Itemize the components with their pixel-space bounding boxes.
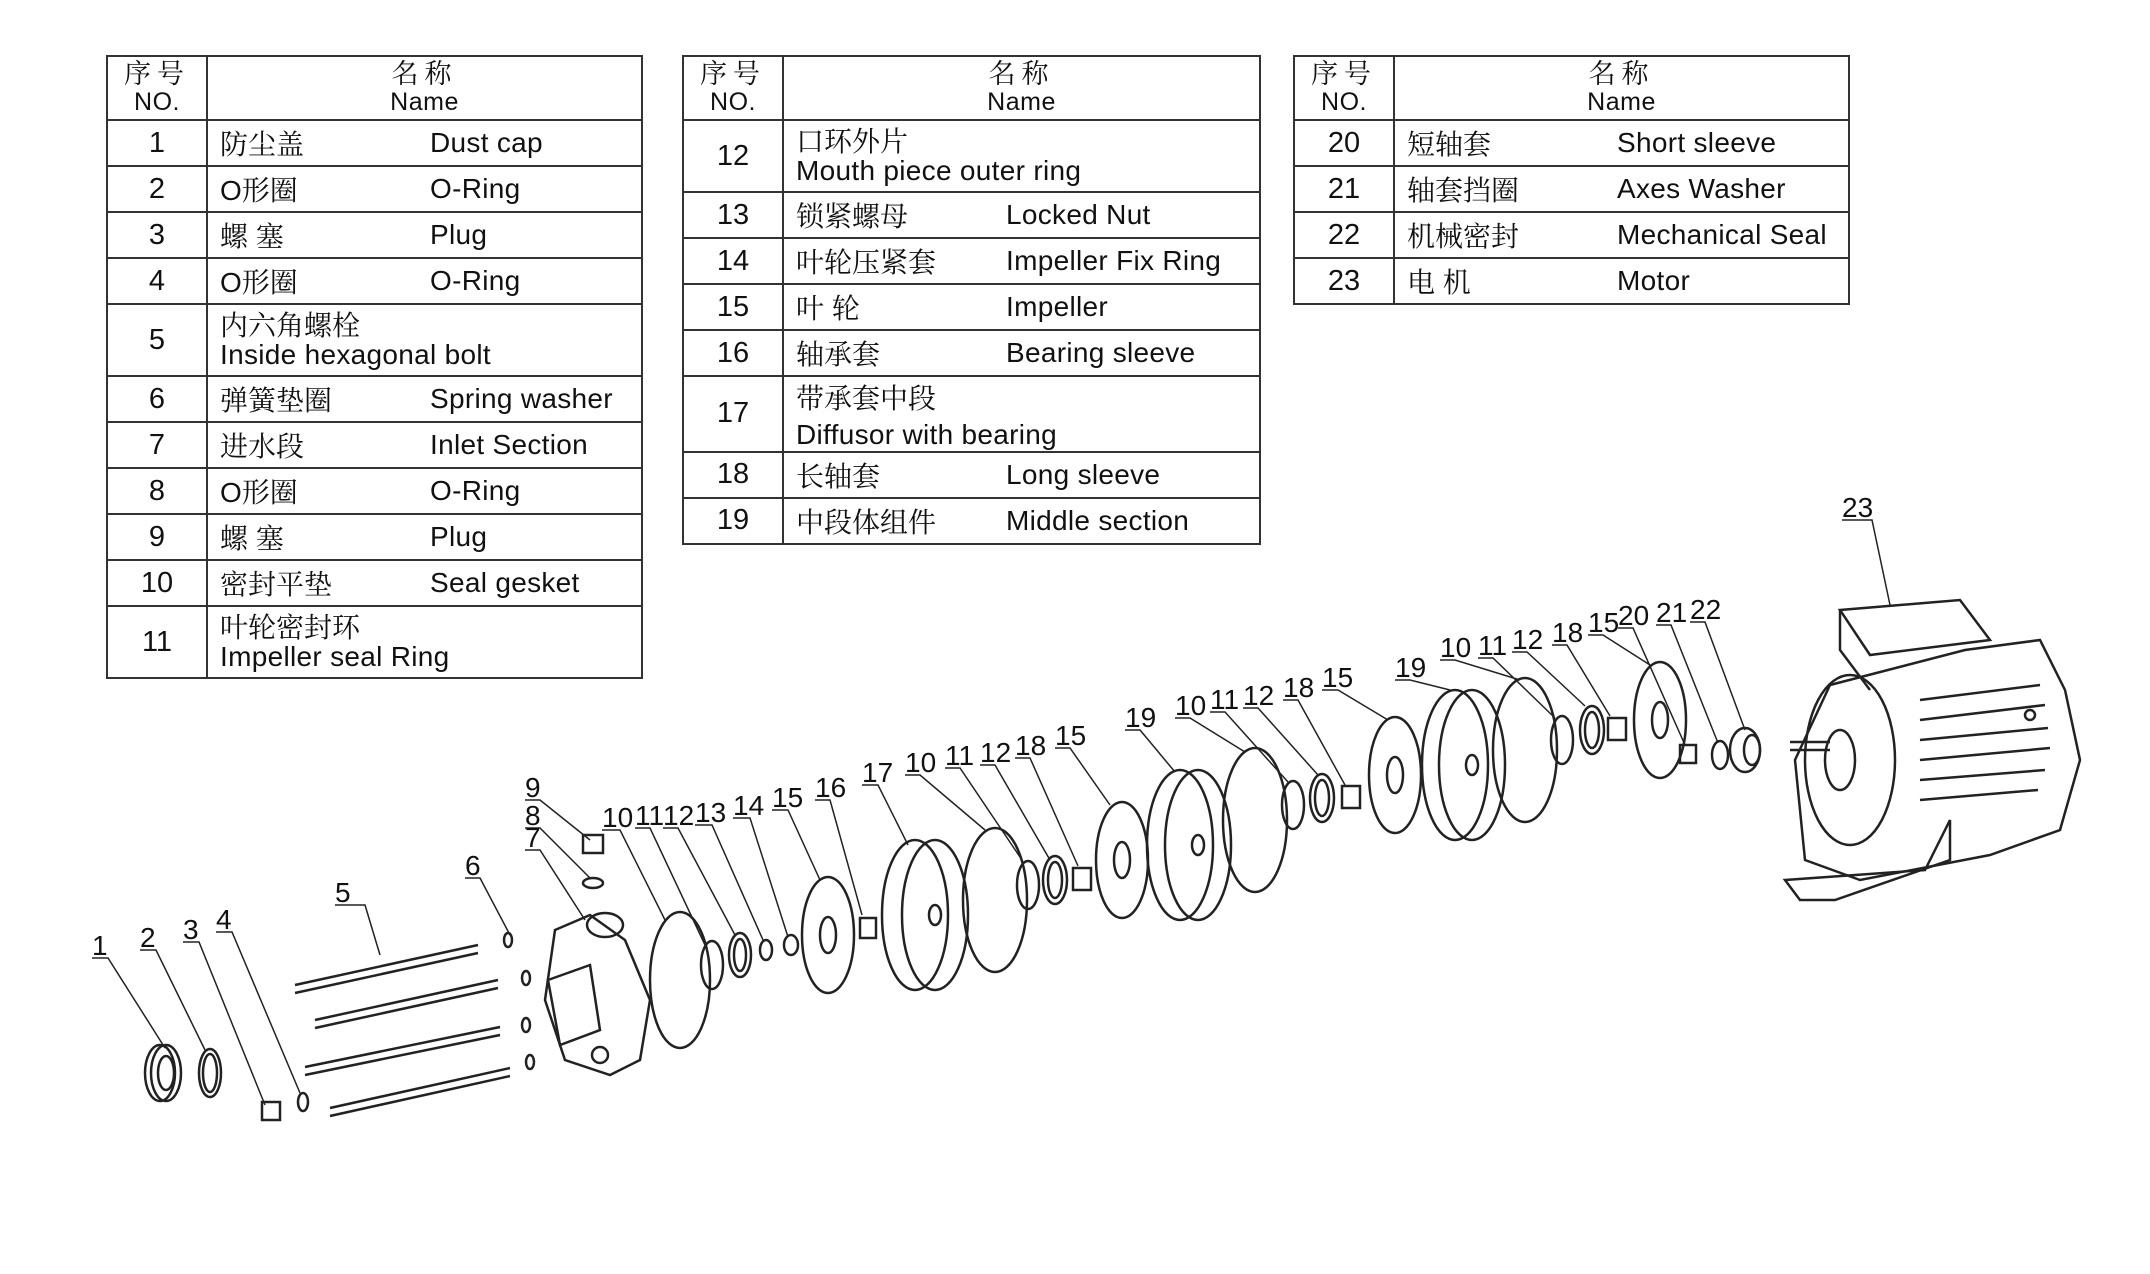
- callout-label: 10: [1440, 632, 1472, 663]
- part-name-cn: 口环外片: [796, 126, 909, 157]
- callout-label: 11: [945, 740, 975, 771]
- part-name-cn: 轴套挡圈: [1407, 175, 1520, 206]
- part-number: 13: [683, 192, 783, 238]
- part-name-cn: 叶轮密封环: [220, 612, 361, 643]
- part-name-en: Plug: [430, 219, 488, 250]
- callout-label: 10: [905, 747, 937, 778]
- part-name-en: Impeller Fix Ring: [1006, 245, 1222, 276]
- part-name-en: Plug: [430, 521, 488, 552]
- part-number: 22: [1294, 212, 1394, 258]
- part-name-cn: 机械密封: [1407, 221, 1520, 252]
- callout-label: 11: [1210, 684, 1240, 715]
- stage-3-parts: [1147, 717, 1421, 920]
- part-name-en: Locked Nut: [1006, 199, 1151, 230]
- part-number: 14: [683, 238, 783, 284]
- part-number: 5: [107, 304, 207, 376]
- part-name-cn: 短轴套: [1407, 129, 1492, 160]
- part-name-en: Long sleeve: [1006, 458, 1161, 490]
- part-number: 15: [683, 284, 783, 330]
- spring-washers-part: [504, 933, 534, 1069]
- part-number: 12: [683, 120, 783, 192]
- callout-label: 15: [772, 782, 804, 813]
- part-name-cn: O形圈: [220, 477, 298, 508]
- part-number: 10: [107, 560, 207, 606]
- callout-label: 7: [525, 822, 541, 853]
- callout-label: 1: [92, 930, 108, 961]
- dust-cap-part: [145, 1045, 181, 1101]
- part-number: 9: [107, 514, 207, 560]
- part-name-cn: 叶 轮: [796, 293, 860, 324]
- stage-1-parts: [650, 877, 876, 1048]
- part-number: 17: [683, 376, 783, 452]
- callout-label: 15: [1588, 607, 1620, 638]
- callout-label: 12: [980, 737, 1012, 768]
- callout-label: 12: [1243, 680, 1275, 711]
- part-number: 1: [107, 120, 207, 166]
- stage-4-parts: [1422, 662, 1760, 840]
- plug-oring-top-part: [583, 835, 603, 888]
- part-name-cn: 螺 塞: [220, 221, 284, 252]
- callout-label: 19: [1125, 702, 1157, 733]
- callout-label: 15: [1055, 720, 1087, 751]
- callout-label: 21: [1656, 597, 1688, 628]
- callout-labels: [92, 492, 1873, 961]
- col-header-no: 序号 NO.: [107, 56, 207, 120]
- callout-label: 10: [1175, 690, 1207, 721]
- col-header-name: 名称 Name: [1394, 56, 1849, 120]
- part-name-en: O-Ring: [430, 475, 521, 506]
- bolts-part: [295, 945, 510, 1116]
- parts-group: [92, 520, 2080, 1120]
- part-name-en: O-Ring: [430, 173, 521, 204]
- o-ring-part: [199, 1049, 221, 1097]
- part-name-en: Motor: [1617, 265, 1691, 296]
- col-header-name: 名称 Name: [783, 56, 1260, 120]
- callout-label: 2: [140, 922, 156, 953]
- callout-label: 4: [216, 904, 232, 935]
- callout-label: 16: [815, 772, 847, 803]
- part-number: 18: [683, 452, 783, 498]
- part-name-en: Impeller seal Ring: [220, 641, 450, 672]
- part-number: 16: [683, 330, 783, 376]
- callout-label: 23: [1842, 492, 1874, 523]
- part-name-cn: 防尘盖: [220, 129, 305, 160]
- part-name-en: O-Ring: [430, 265, 521, 296]
- part-number: 21: [1294, 166, 1394, 212]
- o-ring-small-part: [298, 1093, 308, 1111]
- part-name-en: Dust cap: [430, 127, 543, 158]
- part-number: 19: [683, 498, 783, 544]
- callout-label: 18: [1015, 730, 1047, 761]
- callout-label: 11: [635, 800, 665, 831]
- callout-label: 14: [733, 790, 765, 821]
- col-header-name: 名称 Name: [207, 56, 642, 120]
- part-name-en: Diffusor with bearing: [796, 418, 1058, 450]
- part-name-cn: 密封平垫: [220, 569, 333, 600]
- callout-label: 12: [1512, 624, 1544, 655]
- callout-label: 8: [525, 800, 541, 831]
- part-number: 2: [107, 166, 207, 212]
- inlet-section-part: [545, 913, 650, 1075]
- part-number: 20: [1294, 120, 1394, 166]
- callout-label: 13: [695, 797, 727, 828]
- part-number: 11: [107, 606, 207, 678]
- callout-label: 18: [1283, 672, 1315, 703]
- part-number: 4: [107, 258, 207, 304]
- part-name-cn: 带承套中段: [796, 383, 937, 414]
- callout-label: 22: [1690, 594, 1722, 625]
- callout-label: 19: [1395, 652, 1427, 683]
- callout-label: 3: [183, 914, 199, 945]
- part-name-cn: 弹簧垫圈: [220, 385, 333, 416]
- part-name-cn: 螺 塞: [220, 523, 284, 554]
- part-name-en: Short sleeve: [1617, 127, 1777, 158]
- part-name-cn: O形圈: [220, 267, 298, 298]
- part-name-en: Mechanical Seal: [1617, 219, 1827, 250]
- part-name-en: Impeller: [1006, 291, 1108, 322]
- part-name-en: Mouth piece outer ring: [796, 155, 1082, 186]
- callout-label: 9: [525, 772, 541, 803]
- callout-label: 10: [602, 802, 634, 833]
- part-number: 8: [107, 468, 207, 514]
- col-header-no: 序号 NO.: [1294, 56, 1394, 120]
- part-name-en: Inside hexagonal bolt: [220, 339, 491, 370]
- part-name-cn: 进水段: [220, 431, 305, 462]
- motor-part: [1785, 600, 2080, 900]
- col-header-no: 序号 NO.: [683, 56, 783, 120]
- part-name-cn: 内六角螺栓: [220, 310, 361, 341]
- part-name-cn: 叶轮压紧套: [796, 247, 937, 278]
- part-name-cn: O形圈: [220, 175, 298, 206]
- callout-label: 18: [1552, 617, 1584, 648]
- callout-label: 17: [862, 757, 894, 788]
- part-name-cn: 中段体组件: [796, 506, 937, 538]
- callout-label: 20: [1618, 600, 1650, 631]
- stage-2-parts: [882, 802, 1148, 990]
- part-name-cn: 长轴套: [796, 460, 881, 492]
- callout-label: 6: [465, 850, 481, 881]
- callout-label: 5: [335, 877, 351, 908]
- part-number: 7: [107, 422, 207, 468]
- part-name-cn: 轴承套: [796, 339, 881, 370]
- part-name-cn: 锁紧螺母: [796, 201, 909, 232]
- part-name-en: Axes Washer: [1617, 173, 1786, 204]
- callout-label: 12: [663, 800, 695, 831]
- callout-label: 15: [1322, 662, 1354, 693]
- part-name-en: Seal gesket: [430, 567, 580, 598]
- part-number: 23: [1294, 258, 1394, 304]
- part-number: 3: [107, 212, 207, 258]
- part-name-en: Inlet Section: [430, 429, 588, 460]
- part-name-en: Middle section: [1006, 504, 1190, 536]
- part-name-en: Bearing sleeve: [1006, 337, 1196, 368]
- part-number: 6: [107, 376, 207, 422]
- part-name-en: Spring washer: [430, 383, 613, 414]
- part-name-cn: 电 机: [1407, 267, 1471, 298]
- callout-label: 11: [1478, 630, 1508, 661]
